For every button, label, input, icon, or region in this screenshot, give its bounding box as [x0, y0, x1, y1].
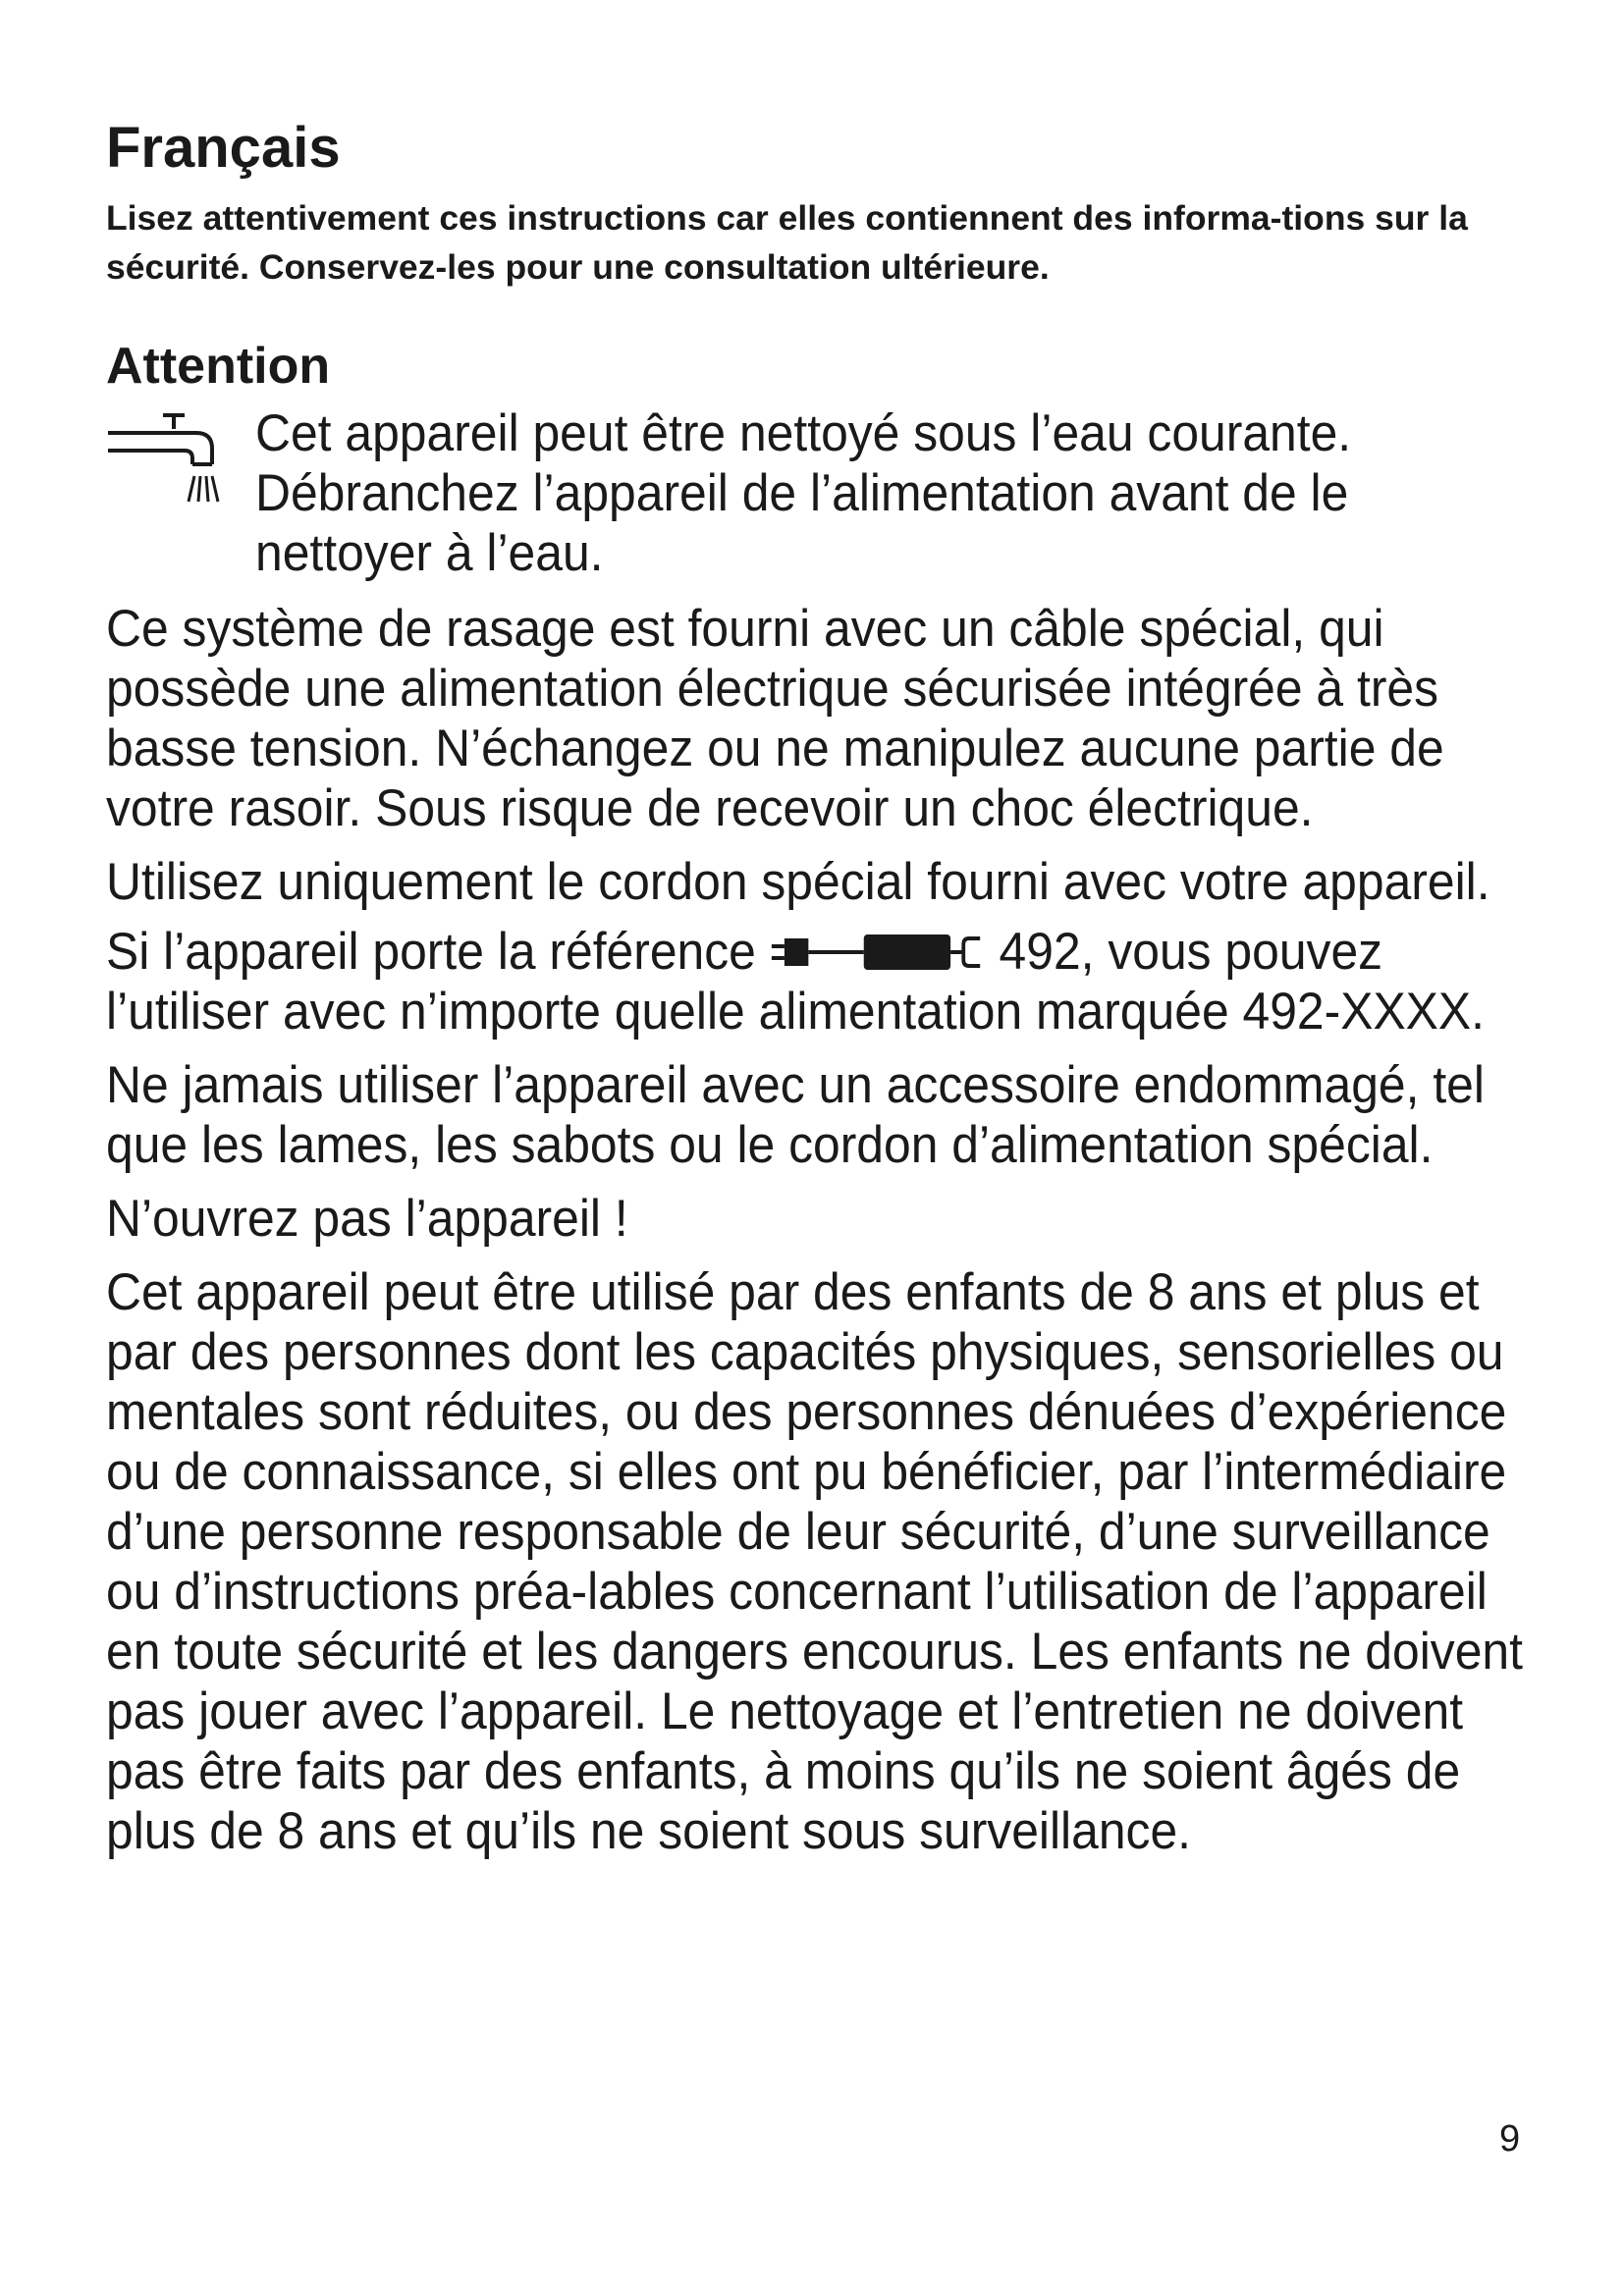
cord-only-paragraph: Utilisez uniquement le cordon spécial fourni avec votre appareil.: [106, 853, 1490, 911]
water-warning-text: Cet appareil peut être nettoyé sous l’eau courante. Débranchez l’appareil de l’alimentation avant de le nettoyer à l’eau.: [255, 404, 1352, 582]
power-cord-plug-icon: [772, 932, 982, 973]
reference-text-after: 492, vous pouvez l’utiliser avec n’importe quelle alimentation marquée 492-XXXX.: [106, 923, 1485, 1041]
reference-paragraph: [106, 922, 1532, 1041]
intro-text: Lisez attentivement ces instructions car elles contiennent des informa-tions sur la sécurité. Conservez-les pour une consultation ultérieure.: [106, 198, 1468, 287]
section-title-attention: Attention: [106, 338, 331, 395]
language-title: Français: [106, 116, 341, 180]
do-not-open-paragraph: N’ouvrez pas l’appareil !: [106, 1190, 628, 1248]
children-paragraph: Cet appareil peut être utilisé par des enfants de 8 ans et plus et par des personnes dont les capacités physiques, sensorielles ou mentales sont réduites, ou des personnes dénuées d’expérience ou de connaissance, si elles ont pu bénéficier, par l’intermédiaire d’une personne responsable de leur sécurité, d’une surveillance ou d’instructions préa-lables concernant l’utilisation de l’appareil en toute sécurité et les dangers encourus. Les enfants ne doivent pas jouer avec l’appareil. Le nettoyage et l’entretien ne doivent pas être faits par des enfants, à moins qu’ils ne soient âgés de plus de 8 ans et qu’ils ne soient sous surveillance.: [106, 1263, 1523, 1860]
tap-water-icon: [106, 411, 222, 513]
page-number: 9: [1499, 2118, 1521, 2160]
cable-paragraph: Ce système de rasage est fourni avec un câble spécial, qui possède une alimentation électrique sécurisée intégrée à très basse tension. N’échangez ou ne manipulez aucune partie de votre rasoir. Sous risque de recevoir un choc électrique.: [106, 600, 1444, 837]
water-warning-block: [106, 403, 1535, 583]
reference-text-before: Si l’appareil porte la référence: [106, 923, 756, 981]
damaged-accessory-paragraph: Ne jamais utiliser l’appareil avec un accessoire endommagé, tel que les lames, les sabots ou le cordon d’alimentation spécial.: [106, 1056, 1485, 1174]
page-content: [106, 113, 1535, 1875]
